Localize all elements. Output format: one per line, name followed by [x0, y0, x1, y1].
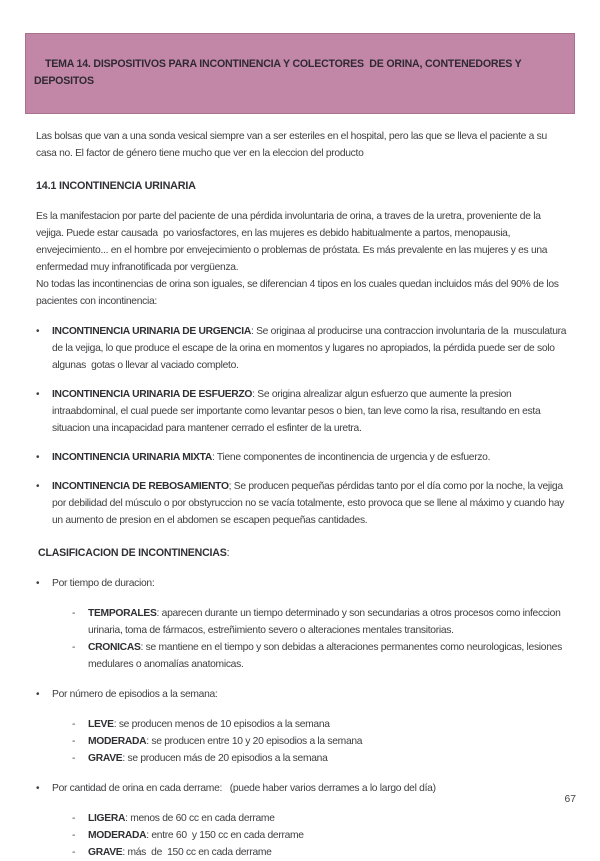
list-item-desc: : más de 150 cc en cada derrame: [122, 847, 272, 858]
group-intro-text: Por cantidad de orina en cada derrame: (puede haber varios derrames a lo largo del día): [52, 783, 436, 794]
section-paragraph: Es la manifestacion por parte del paciente de una pérdida involuntaria de orina, a traves de la uretra, proveniente de la vejiga. Puede estar causada po variosfactores, en las mujeres es debido habitualmente a partos, menopausia, envejecimiento... en el hombre por envejecimiento o problemas de próstata. Es más prevalente en las mujeres y es una enfermedad muy infranotificada por vergüenza.: [36, 211, 550, 273]
group-intro-text: Por número de episodios a la semana:: [52, 689, 218, 700]
list-item-label: LEVE: [88, 719, 114, 730]
list-item-text: [52, 449, 570, 466]
list-item: [72, 733, 570, 750]
sub-list: [72, 810, 570, 861]
list-item-text: [88, 844, 570, 861]
classification-heading-text: CLASIFICACION DE INCONTINENCIAS: [38, 547, 227, 559]
list-item-label: GRAVE: [88, 753, 123, 764]
list-item-desc: : aparecen durante un tiempo determinado y son secundarias a otros procesos como infeccion urinaria, toma de fármacos, estreñimiento severo o alteraciones mentales transitorias.: [88, 608, 564, 636]
list-item-text: [88, 639, 570, 673]
list-item-desc: : se producen menos de 10 episodios a la semana: [113, 719, 330, 730]
group-intro-text: Por tiempo de duracion:: [52, 578, 155, 589]
dash-icon: -: [72, 847, 76, 858]
list-item-text: [52, 478, 570, 529]
list-item: [36, 323, 570, 374]
list-item-label: MODERADA: [88, 830, 147, 841]
group-intro: [36, 780, 570, 797]
section-paragraph-2: No todas las incontinencias de orina son iguales, se diferencian 4 tipos en los cuales quedan incluidos más del 90% de los pacientes con incontinencia:: [36, 279, 562, 307]
list-item-desc: : entre 60 y 150 cc en cada derrame: [146, 830, 304, 841]
bullet-icon: •: [36, 389, 40, 400]
incontinence-types-list: [36, 323, 570, 529]
list-item-label: INCONTINENCIA DE REBOSAMIENTO: [52, 481, 229, 492]
list-item-text: [52, 323, 570, 374]
list-item: [72, 750, 570, 767]
list-item-desc: : se mantiene en el tiempo y son debidas a alteraciones permanentes como neurologicas, lesiones medulares o anomalías anatomicas.: [88, 642, 565, 670]
dash-icon: -: [72, 813, 76, 824]
bullet-icon: •: [36, 452, 40, 463]
sub-list: [72, 605, 570, 673]
bullet-icon: •: [36, 689, 40, 700]
list-item: [36, 386, 570, 437]
list-item-desc: : se producen más de 20 episodios a la semana: [122, 753, 328, 764]
classification-group-episodes: [36, 686, 570, 767]
list-item-desc: : Se origina alrealizar algun esfuerzo que aumente la presion intraabdominal, el cual puede ser importante como levantar pesos o bien, tan leve como la risa, resultando en esta situacion una incapacidad para mantener cerrado el esfinter de la uretra.: [52, 389, 543, 434]
list-item-label: CRONICAS: [88, 642, 141, 653]
list-item: [72, 605, 570, 639]
bullet-icon: •: [36, 326, 40, 337]
dash-icon: -: [72, 608, 76, 619]
list-item-text: [88, 750, 570, 767]
dash-icon: -: [72, 753, 76, 764]
list-item-desc: : menos de 60 cc en cada derrame: [125, 813, 275, 824]
list-item-label: INCONTINENCIA URINARIA DE URGENCIA: [52, 326, 251, 337]
classification-group-duration: [36, 575, 570, 673]
list-item-label: INCONTINENCIA URINARIA DE ESFUERZO: [52, 389, 253, 400]
list-item: [72, 827, 570, 844]
bullet-icon: •: [36, 481, 40, 492]
list-item: [36, 478, 570, 529]
list-item-desc: : Tiene componentes de incontinencia de urgencia y de esfuerzo.: [211, 452, 491, 463]
list-item-text: [88, 605, 570, 639]
list-item: [72, 639, 570, 673]
topic-banner-title: TEMA 14. DISPOSITIVOS PARA INCONTINENCIA Y COLECTORES DE ORINA, CONTENEDORES Y DEPOSITOS: [34, 58, 525, 87]
list-item: [36, 449, 570, 466]
list-item-text: [88, 827, 570, 844]
bullet-icon: •: [36, 783, 40, 794]
list-item-text: [88, 733, 570, 750]
list-item-desc: : Se originaa al producirse una contraccion involuntaria de la musculatura de la vejiga, lo que produce el escape de la orina en momentos y lugares no apropiados, la pérdida puede ser de solo algunas gotas o llevar al vaciado completo.: [52, 326, 569, 371]
list-item-text: [88, 810, 570, 827]
list-item-text: [88, 716, 570, 733]
list-item-label: MODERADA: [88, 736, 147, 747]
list-item-label: GRAVE: [88, 847, 123, 858]
classification-group-volume: [36, 780, 570, 861]
dash-icon: -: [72, 736, 76, 747]
topic-banner: [25, 33, 575, 114]
dash-icon: -: [72, 719, 76, 730]
dash-icon: -: [72, 830, 76, 841]
list-item-label: INCONTINENCIA URINARIA MIXTA: [52, 452, 212, 463]
page-number: 67: [564, 794, 576, 805]
list-item-desc: ; Se producen pequeñas pérdidas tanto por el día como por la noche, la vejiga por debilidad del músculo o por obstyruccion no se vacía totalmente, esto provoca que se llene al máximo y cuando hay un aumento de presion en el abdomen se escapen pequeñas cantidades.: [52, 481, 567, 526]
classification-heading-colon: :: [226, 547, 230, 559]
list-item-label: LIGERA: [88, 813, 126, 824]
dash-icon: -: [72, 642, 76, 653]
list-item-text: [52, 386, 570, 437]
group-intro: [36, 575, 570, 592]
list-item: [72, 810, 570, 827]
intro-paragraph: Las bolsas que van a una sonda vesical siempre van a ser esteriles en el hospital, pero las que se lleva el paciente a su casa no. El factor de género tiene mucho que ver en la eleccion del producto: [36, 131, 550, 159]
classification-heading: [36, 545, 570, 562]
bullet-icon: •: [36, 578, 40, 589]
list-item-label: TEMPORALES: [88, 608, 157, 619]
list-item-desc: : se producen entre 10 y 20 episodios a la semana: [146, 736, 363, 747]
section-heading: 14.1 INCONTINENCIA URINARIA: [36, 180, 196, 192]
list-item: [72, 844, 570, 861]
list-item: [72, 716, 570, 733]
group-intro: [36, 686, 570, 703]
sub-list: [72, 716, 570, 767]
